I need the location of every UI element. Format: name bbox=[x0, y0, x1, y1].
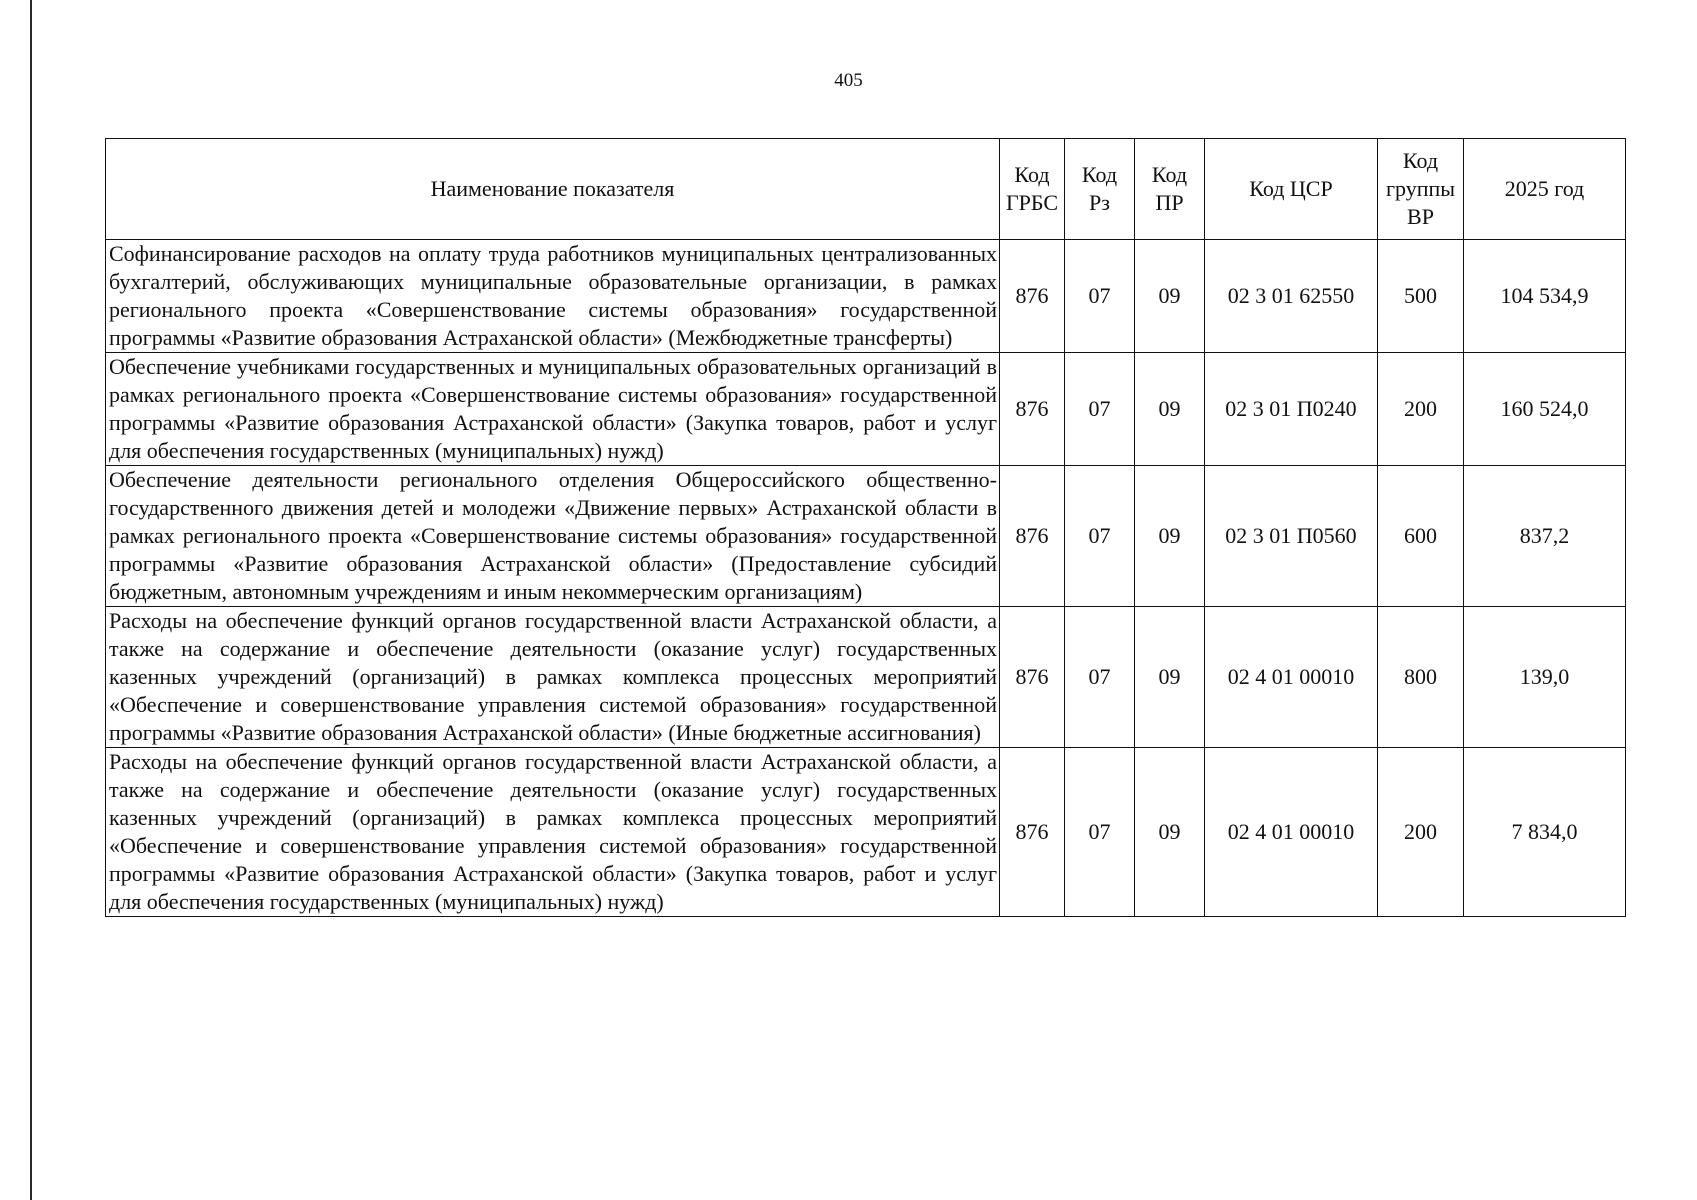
row-name: Софинансирование расходов на оплату труда работников муниципальных централизованных бухгалтерий, обслуживающих муниципальные образовательные организации, в рамках регионального проекта «Совершенствование системы образования» государственной программы «Развитие образования Астраханской области» (Межбюджетные трансферты) bbox=[106, 240, 1000, 353]
header-vr: Код группы ВР bbox=[1378, 139, 1464, 240]
row-vr: 200 bbox=[1378, 353, 1464, 466]
row-name: Обеспечение учебниками государственных и муниципальных образовательных организаций в рамках регионального проекта «Совершенствование системы образования» государственной программы «Развитие образования Астраханской области» (Закупка товаров, работ и услуг для обеспечения государственных (муниципальных) нужд) bbox=[106, 353, 1000, 466]
row-pr: 09 bbox=[1135, 240, 1205, 353]
scan-edge-line bbox=[30, 0, 32, 1200]
row-name: Расходы на обеспечение функций органов государственной власти Астраханской области, а также на содержание и обеспечение деятельности (оказание услуг) государственных казенных учреждений (организаций) в рамках комплекса процессных мероприятий «Обеспечение и совершенствование управления системой образования» государственной программы «Развитие образования Астраханской области» (Закупка товаров, работ и услуг для обеспечения государственных (муниципальных) нужд) bbox=[106, 748, 1000, 917]
header-grbs: Код ГРБС bbox=[1000, 139, 1065, 240]
row-pr: 09 bbox=[1135, 466, 1205, 607]
row-pr: 09 bbox=[1135, 607, 1205, 748]
row-name: Расходы на обеспечение функций органов государственной власти Астраханской области, а также на содержание и обеспечение деятельности (оказание услуг) государственных казенных учреждений (организаций) в рамках комплекса процессных мероприятий «Обеспечение и совершенствование управления системой образования» государственной программы «Развитие образования Астраханской области» (Иные бюджетные ассигнования) bbox=[106, 607, 1000, 748]
row-vr: 500 bbox=[1378, 240, 1464, 353]
table-row bbox=[106, 466, 1626, 607]
header-pr: Код ПР bbox=[1135, 139, 1205, 240]
table-body bbox=[106, 240, 1626, 917]
row-csr: 02 3 01 П0240 bbox=[1205, 353, 1378, 466]
page-number: 405 bbox=[834, 70, 863, 91]
budget-table bbox=[105, 138, 1626, 917]
table-row bbox=[106, 748, 1626, 917]
row-name: Обеспечение деятельности регионального отделения Общероссийского общественно-государственного движения детей и молодежи «Движение первых» Астраханской области в рамках регионального проекта «Совершенствование системы образования» государственной программы «Развитие образования Астраханской области» (Предоставление субсидий бюджетным, автономным учреждениям и иным некоммерческим организациям) bbox=[106, 466, 1000, 607]
row-amount: 139,0 bbox=[1464, 607, 1626, 748]
header-row bbox=[106, 139, 1626, 240]
row-grbs: 876 bbox=[1000, 353, 1065, 466]
row-vr: 600 bbox=[1378, 466, 1464, 607]
row-csr: 02 3 01 П0560 bbox=[1205, 466, 1378, 607]
row-pr: 09 bbox=[1135, 353, 1205, 466]
row-csr: 02 3 01 62550 bbox=[1205, 240, 1378, 353]
row-rz: 07 bbox=[1065, 353, 1135, 466]
table-row bbox=[106, 240, 1626, 353]
header-rz: Код Рз bbox=[1065, 139, 1135, 240]
row-vr: 200 bbox=[1378, 748, 1464, 917]
table-row bbox=[106, 353, 1626, 466]
header-csr: Код ЦСР bbox=[1205, 139, 1378, 240]
row-grbs: 876 bbox=[1000, 240, 1065, 353]
row-grbs: 876 bbox=[1000, 607, 1065, 748]
row-rz: 07 bbox=[1065, 466, 1135, 607]
row-csr: 02 4 01 00010 bbox=[1205, 607, 1378, 748]
row-rz: 07 bbox=[1065, 748, 1135, 917]
row-amount: 104 534,9 bbox=[1464, 240, 1626, 353]
row-pr: 09 bbox=[1135, 748, 1205, 917]
row-grbs: 876 bbox=[1000, 748, 1065, 917]
row-csr: 02 4 01 00010 bbox=[1205, 748, 1378, 917]
header-name: Наименование показателя bbox=[106, 139, 1000, 240]
row-rz: 07 bbox=[1065, 607, 1135, 748]
row-amount: 837,2 bbox=[1464, 466, 1626, 607]
row-amount: 160 524,0 bbox=[1464, 353, 1626, 466]
header-year: 2025 год bbox=[1464, 139, 1626, 240]
row-grbs: 876 bbox=[1000, 466, 1065, 607]
table-row bbox=[106, 607, 1626, 748]
row-vr: 800 bbox=[1378, 607, 1464, 748]
row-rz: 07 bbox=[1065, 240, 1135, 353]
table-header bbox=[106, 139, 1626, 240]
row-amount: 7 834,0 bbox=[1464, 748, 1626, 917]
